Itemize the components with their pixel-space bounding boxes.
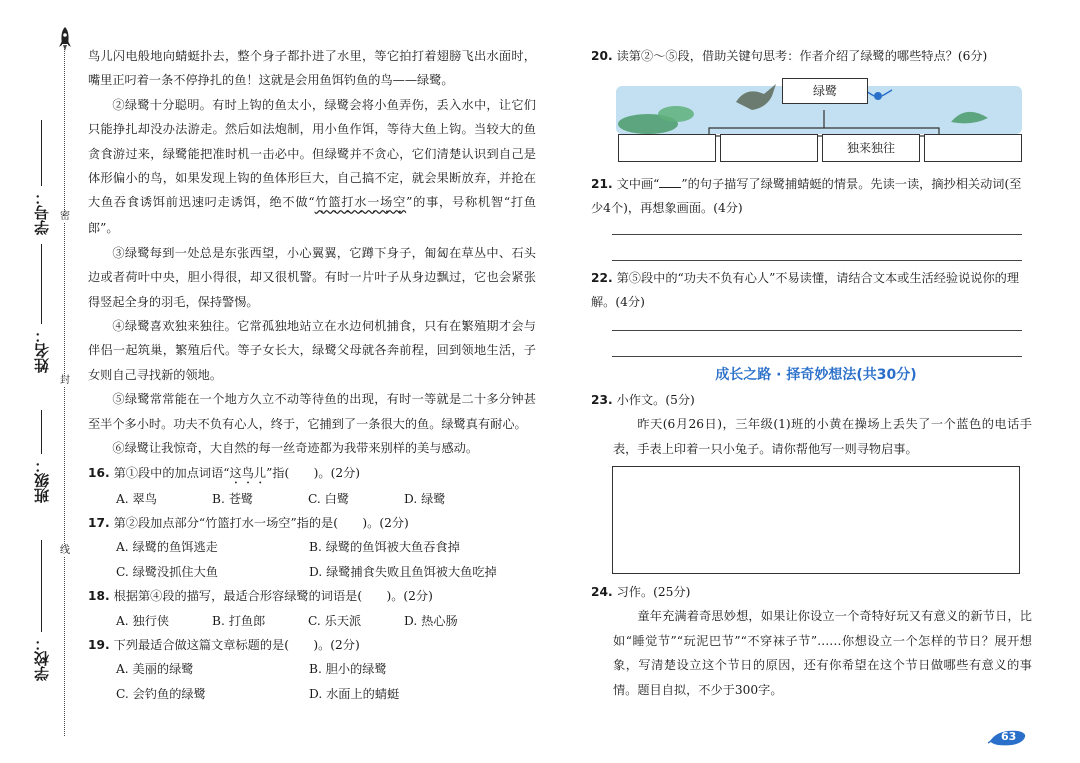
page-number-badge <box>988 727 1028 749</box>
question-18 <box>88 584 536 608</box>
paragraph-5: ⑤绿鹭常常能在一个地方久立不动等待鱼的出现，有时一等就是二十多分钟甚至半个多小时。功夫不负有心人，终于，它捕到了一条很大的鱼。绿鹭真有耐心。 <box>88 392 536 431</box>
question-18-text: 根据第④段的描写，最适合形容绿鹭的词语是( )。(2分) <box>113 589 433 604</box>
paragraph-2-text: ②绿鹭十分聪明。有时上钩的鱼太小，绿鹭会将小鱼弄伤，丢入水中，让它们只能挣扎却没办法游走。然后如法炮制，用小鱼作饵，等待大鱼上钩。当较大的鱼贪食游过来，绿鹭能把准时机一击必中。但绿鹭并不贪心，它们清楚认识到自己是体形偏小的鸟，如果发现上钩的鱼体形巨大，自己搞不定，就会果断放弃，并抢在大鱼吞食诱饵前迅速叼走诱饵，绝不做“ <box>88 97 536 210</box>
reading-passage <box>88 44 536 706</box>
question-16 <box>88 461 536 487</box>
question-19-options-row2 <box>88 682 536 706</box>
question-24-number: 24. <box>591 585 613 599</box>
question-22-text: 第⑤段中的“功夫不负有心人”不易读懂，请结合文本或生活经验说说你的理解。(4分) <box>591 271 1020 310</box>
paragraph-2-tail: ”的事，号称机智“打鱼郎”。 <box>88 195 537 236</box>
rocket-icon <box>57 26 73 52</box>
school-label: 学校： <box>32 636 51 681</box>
student-id-field[interactable] <box>26 190 56 239</box>
option-18-b[interactable]: B. 打鱼郎 <box>212 613 266 628</box>
questions-column <box>591 44 1032 68</box>
student-id-label: 学号： <box>32 190 51 235</box>
question-20-text: 读第②～⑤段，借助关键句思考：作者介绍了绿鹭的哪些特点？(6分) <box>616 49 988 63</box>
name-line[interactable] <box>41 244 42 324</box>
trait-diagram <box>616 74 1022 164</box>
option-18-c[interactable]: C. 乐天派 <box>308 613 362 628</box>
trait-answer-box-4[interactable] <box>924 134 1022 162</box>
name-field[interactable] <box>26 328 56 377</box>
option-16-b[interactable]: B. 苍鹭 <box>212 491 254 506</box>
question-17-text: 第②段加点部分“竹篮打水一场空”指的是( )。(2分) <box>113 515 409 530</box>
notice-writing-box[interactable] <box>612 466 1020 574</box>
option-19-a[interactable]: A. 美丽的绿鹭 <box>116 662 194 677</box>
question-24-title: 习作。(25分) <box>616 585 691 599</box>
wavy-phrase: 竹篮打水一场空 <box>314 195 407 210</box>
question-24-body: 童年充满着奇思妙想，如果让你设立一个奇特好玩又有意义的新节日，比如“睡觉节”“玩泥巴节”“不穿袜子节”……你想设立一个怎样的节日？展开想象，写清楚设立这个节日的原因，还有你希望在这个节日做哪些有意义的事情。题目自拟，不少于300字。 <box>613 609 1032 697</box>
question-19 <box>88 633 536 657</box>
question-16-options <box>88 487 536 511</box>
class-label: 班级： <box>32 458 51 503</box>
question-17 <box>88 511 536 535</box>
name-label: 姓名： <box>32 328 51 373</box>
binding-strip <box>0 0 82 763</box>
cut-mark-close: 封 <box>60 375 70 386</box>
paragraph-2 <box>88 93 536 241</box>
option-19-d[interactable]: D. 水面上的蜻蜓 <box>309 686 400 701</box>
option-16-a[interactable]: A. 翠鸟 <box>116 491 157 506</box>
question-23 <box>591 388 1032 412</box>
paragraph-3: ③绿鹭每到一处总是东张西望，小心翼翼，它蹲下身子，匍匐在草丛中、石头边或者荷叶中央，胆小得很，却又很机警。有时一片叶子从身边飘过，它也会紧张得竖起全身的羽毛，保持警惕。 <box>88 245 536 309</box>
question-22-number: 22. <box>591 271 613 285</box>
paragraph-6: ⑥绿鹭让我惊奇，大自然的每一丝奇迹都为我带来别样的美与感动。 <box>112 441 479 456</box>
option-16-c[interactable]: C. 白鹭 <box>308 491 350 506</box>
trait-box-filled: 独来独往 <box>822 134 920 162</box>
question-19-text: 下列最适合做这篇文章标题的是( )。(2分) <box>113 637 360 652</box>
cut-mark-line: 线 <box>60 545 70 556</box>
question-16-number: 16. <box>88 465 110 480</box>
question-24 <box>591 580 1032 604</box>
school-line[interactable] <box>41 540 42 632</box>
question-24-block <box>591 580 1032 702</box>
question-19-options-row1 <box>88 657 536 681</box>
question-17-options-row2 <box>88 560 536 584</box>
lotus-leaf-small <box>658 106 694 122</box>
question-18-number: 18. <box>88 589 110 604</box>
question-21-text-1: 文中画“ <box>616 177 660 191</box>
diagram-box-heron: 绿鹭 <box>782 78 868 104</box>
question-17-options-row1 <box>88 535 536 559</box>
school-field[interactable] <box>26 636 56 685</box>
trait-answer-box-1[interactable] <box>618 134 716 162</box>
q22-answer-line-2[interactable] <box>612 332 1022 357</box>
question-20-number: 20. <box>591 49 613 63</box>
page-number: 63 <box>1001 730 1017 743</box>
option-16-d[interactable]: D. 绿鹭 <box>404 491 446 506</box>
paragraph-4: ④绿鹭喜欢独来独往。它常孤独地站立在水边伺机捕食，只有在繁殖期才会与伴侣一起筑巢，繁殖后代。等子女长大，绿鹭父母就各奔前程，回到领地生活，子女则自己寻找新的领地。 <box>88 319 536 382</box>
question-16-dotted-word: 这鸟儿 <box>229 465 267 480</box>
section-title: 成长之路 · 择奇妙想法(共30分) <box>715 367 917 383</box>
class-line[interactable] <box>41 410 42 454</box>
q22-answer-line-1[interactable] <box>612 306 1022 331</box>
question-19-number: 19. <box>88 637 110 652</box>
question-23-number: 23. <box>591 393 613 407</box>
option-19-c[interactable]: C. 会钓鱼的绿鹭 <box>116 686 206 701</box>
question-21-text-2: ”的句子描写了绿鹭捕蜻蜓的情景。先读一读，摘抄相关动词(至少4个)，再想象画面。(4分) <box>591 177 1022 216</box>
option-17-a[interactable]: A. 绿鹭的鱼饵逃走 <box>116 540 218 555</box>
dragonfly-icon <box>874 92 882 100</box>
question-21-number: 21. <box>591 177 613 191</box>
question-18-options <box>88 609 536 633</box>
option-18-a[interactable]: A. 独行侠 <box>116 613 170 628</box>
question-16-text-post: ”指( )。(2分) <box>266 465 361 480</box>
q21-answer-line-2[interactable] <box>612 236 1022 261</box>
option-17-d[interactable]: D. 绿鹭捕食失败且鱼饵被大鱼吃掉 <box>309 564 497 579</box>
option-17-b[interactable]: B. 绿鹭的鱼饵被大鱼吞食掉 <box>309 540 460 555</box>
cut-line <box>64 46 65 736</box>
class-field[interactable] <box>26 458 56 507</box>
question-23-block <box>591 388 1032 461</box>
question-20 <box>591 44 1032 68</box>
question-16-text-pre: 第①段中的加点词语“ <box>113 465 230 480</box>
question-23-body: 昨天(6月26日)，三年级(1)班的小黄在操场上丢失了一个蓝色的电话手表，手表上印着一只小兔子。请你帮他写一则寻物启事。 <box>613 417 1032 456</box>
cut-mark-seal: 密 <box>60 211 70 222</box>
question-23-title: 小作文。(5分) <box>616 393 695 407</box>
option-17-c[interactable]: C. 绿鹭没抓住大鱼 <box>116 564 218 579</box>
student-id-line[interactable] <box>41 120 42 186</box>
option-18-d[interactable]: D. 热心肠 <box>404 613 458 628</box>
trait-answer-box-2[interactable] <box>720 134 818 162</box>
q21-answer-line-1[interactable] <box>612 210 1022 235</box>
question-17-number: 17. <box>88 515 110 530</box>
option-19-b[interactable]: B. 胆小的绿鹭 <box>309 662 387 677</box>
question-21-underline <box>659 175 681 188</box>
paragraph-1: 鸟儿闪电般地向蜻蜓扑去，整个身子都扑进了水里，等它拍打着翅膀飞出水面时，嘴里正叼着一条不停挣扎的鱼！这就是会用鱼饵钓鱼的鸟——绿鹭。 <box>88 49 536 88</box>
